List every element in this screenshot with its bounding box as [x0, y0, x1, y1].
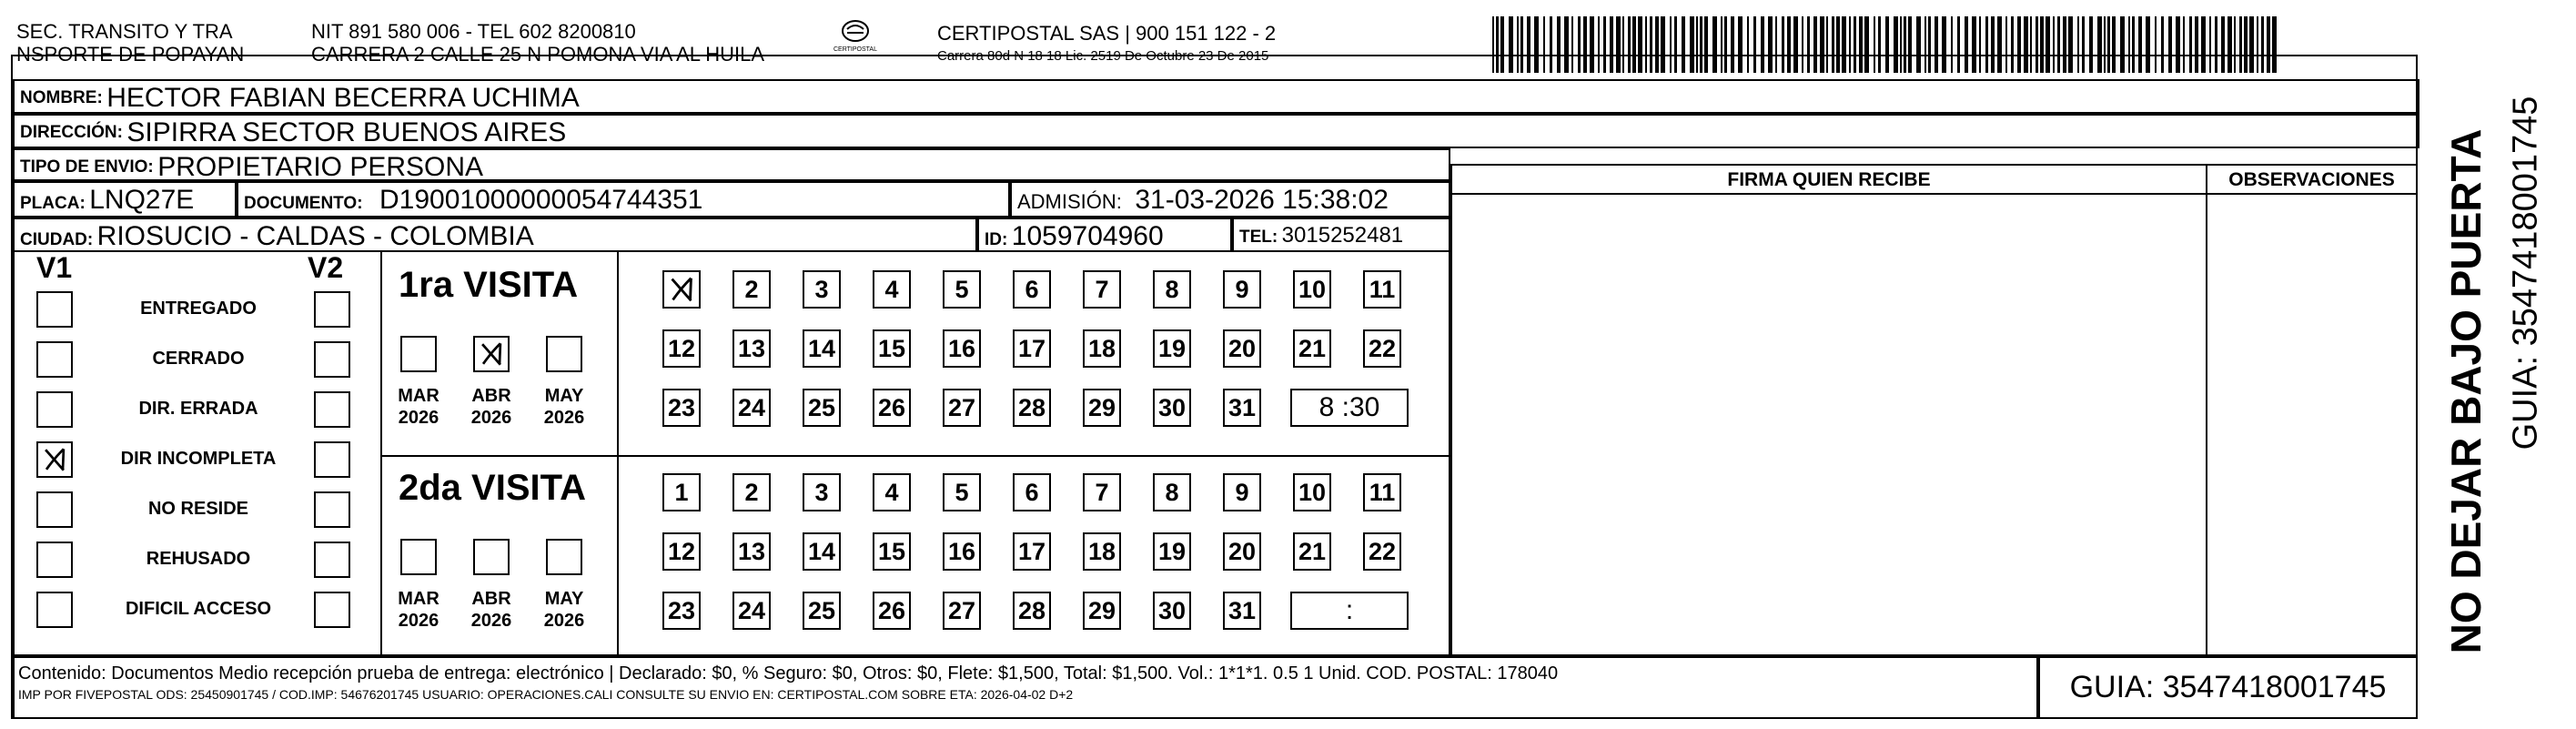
day-box[interactable]: 8 [1153, 270, 1191, 309]
day-box[interactable]: 21 [1293, 532, 1331, 571]
barcode-bar [2176, 16, 2180, 73]
day-box[interactable]: 21 [1293, 329, 1331, 368]
day-box[interactable]: 13 [732, 329, 771, 368]
day-box[interactable]: 16 [943, 532, 981, 571]
reasons-divider [380, 252, 382, 656]
placa-value: LNQ27E [89, 185, 195, 215]
barcode-bar [2244, 16, 2248, 73]
day-box[interactable]: 5 [943, 473, 981, 511]
barcode-bar [1878, 16, 1881, 73]
documento-label: DOCUMENTO: [244, 194, 363, 213]
barcode-bar [1578, 16, 1581, 73]
check-mark-icon [38, 443, 71, 476]
day-box[interactable]: 19 [1153, 532, 1191, 571]
barcode-bar [2128, 16, 2130, 73]
barcode-bar [2082, 16, 2085, 73]
month-checkbox[interactable] [400, 539, 437, 575]
courier-block [937, 22, 1276, 67]
day-box[interactable]: 17 [1013, 329, 1051, 368]
reason-label: NO RESIDE [147, 499, 249, 519]
month-checkbox[interactable] [473, 336, 510, 372]
day-box[interactable]: 23 [662, 592, 701, 630]
month-label [466, 385, 517, 429]
barcode-bar [1738, 16, 1743, 73]
month-label [393, 588, 444, 632]
barcode-bar [2104, 16, 2106, 73]
day-box[interactable]: 11 [1363, 473, 1401, 511]
barcode-bar [2063, 16, 2066, 73]
barcode-bar [1517, 16, 1519, 73]
v2-checkbox[interactable] [314, 441, 350, 478]
courier-line1: CERTIPOSTAL SAS | 900 151 122 - 2 [937, 22, 1277, 45]
visit-divider [380, 455, 1450, 457]
barcode-bar [1721, 16, 1722, 73]
month-checkbox[interactable] [546, 539, 582, 575]
guia-box [2038, 656, 2418, 719]
v1-checkbox[interactable] [36, 491, 73, 528]
nombre-label: NOMBRE: [20, 88, 103, 107]
barcode-bar [2257, 16, 2258, 73]
barcode-bar [1616, 16, 1621, 73]
barcode-bar [1904, 16, 1906, 73]
observaciones-label: OBSERVACIONES [2228, 169, 2395, 190]
month-year: 2026 [543, 408, 585, 428]
barcode-bar [1731, 16, 1734, 73]
barcode-bar [1661, 16, 1665, 73]
visit-title: 1ra VISITA [399, 265, 579, 305]
barcode-bar [1807, 16, 1810, 73]
v1-checkbox[interactable] [36, 291, 73, 328]
barcode-bar [1704, 16, 1708, 73]
day-box[interactable]: 11 [1363, 270, 1401, 309]
firma-label: FIRMA QUIEN RECIBE [1727, 169, 1931, 190]
barcode-bar [2201, 16, 2206, 73]
barcode-bar [1550, 16, 1552, 73]
month-year: 2026 [398, 611, 439, 631]
month-checkbox[interactable] [473, 539, 510, 575]
tipo-label: TIPO DE ENVIO: [20, 157, 154, 177]
tel-cell [1232, 218, 1450, 252]
barcode-bar [2120, 16, 2125, 73]
barcode-bar [1924, 16, 1926, 73]
barcode-bar [2024, 16, 2028, 73]
day-box[interactable]: 2 [732, 270, 771, 309]
barcode-bar [1900, 16, 1902, 73]
barcode-bar [1864, 16, 1869, 73]
barcode-bar [1700, 16, 1702, 73]
barcode-bar [2040, 16, 2044, 73]
firma-column [1450, 164, 2207, 656]
barcode-bar [2089, 16, 2093, 73]
day-box[interactable]: 20 [1223, 329, 1261, 368]
barcode [1492, 16, 2284, 73]
v1-checkbox[interactable] [36, 391, 73, 428]
barcode-bar [1802, 16, 1803, 73]
day-box[interactable]: 7 [1083, 473, 1121, 511]
barcode-bar [1908, 16, 1912, 73]
time-field[interactable]: : [1290, 592, 1409, 630]
day-box[interactable]: 4 [873, 473, 911, 511]
day-box[interactable]: 9 [1223, 473, 1261, 511]
courier-line2: Carrera 80d N 18 18 Lic. 2519 De Octubre 23 De 2015 [937, 48, 1269, 64]
reason-label: CERRADO [152, 349, 245, 369]
direccion-value: SIPIRRA SECTOR BUENOS AIRES [126, 117, 567, 147]
day-box[interactable]: 1 [662, 473, 701, 511]
barcode-bar [1747, 16, 1749, 73]
month-name: MAR [398, 386, 439, 406]
direccion-label: DIRECCIÓN: [20, 123, 123, 142]
barcode-bar [1645, 16, 1647, 73]
barcode-bar [2195, 16, 2198, 73]
barcode-bar [1527, 16, 1530, 73]
barcode-bar [2155, 16, 2157, 73]
month-label [393, 385, 444, 429]
month-name: ABR [471, 386, 511, 406]
placa-label: PLACA: [20, 194, 86, 213]
month-year: 2026 [470, 408, 512, 428]
ciudad-value: RIOSUCIO - CALDAS - COLOMBIA [96, 221, 534, 251]
day-box[interactable]: 27 [943, 389, 981, 427]
barcode-bar [1520, 16, 1523, 73]
barcode-bar [1753, 16, 1756, 73]
barcode-bar [1650, 16, 1652, 73]
nombre-value: HECTOR FABIAN BECERRA UCHIMA [106, 83, 580, 113]
id-value: 1059704960 [1011, 221, 1164, 251]
barcode-bar [2161, 16, 2164, 73]
id-cell [977, 218, 1232, 252]
barcode-bar [1782, 16, 1784, 73]
day-box[interactable]: 4 [873, 270, 911, 309]
day-box[interactable]: 10 [1293, 473, 1331, 511]
guia-box-value: GUIA: 3547418001745 [2069, 670, 2387, 704]
address-line: CARRERA 2 CALLE 25 N POMONA VIA AL HUILA [311, 43, 765, 66]
day-box[interactable]: 2 [732, 473, 771, 511]
v2-checkbox[interactable] [314, 491, 350, 528]
reason-label: DIFICIL ACCESO [125, 599, 271, 619]
admision-cell [1010, 181, 1450, 218]
barcode-bar [1564, 16, 1569, 73]
day-box[interactable]: 31 [1223, 592, 1261, 630]
barcode-bar [1761, 16, 1764, 73]
day-box[interactable]: 10 [1293, 270, 1331, 309]
barcode-bar [1820, 16, 1824, 73]
time-field[interactable]: 8 :30 [1290, 389, 1409, 427]
barcode-bar [1832, 16, 1834, 73]
barcode-bar [2215, 16, 2217, 73]
barcode-bar [1610, 16, 1613, 73]
v2-checkbox[interactable] [314, 341, 350, 378]
barcode-bar [1583, 16, 1587, 73]
barcode-bar [1775, 16, 1777, 73]
barcode-bar [1859, 16, 1863, 73]
day-box[interactable]: 18 [1083, 329, 1121, 368]
side-guia: GUIA: 3547418001745 [2506, 96, 2545, 451]
day-box[interactable]: 29 [1083, 389, 1121, 427]
month-year: 2026 [398, 408, 439, 428]
month-name: MAY [544, 589, 584, 609]
v1-checkbox[interactable] [36, 341, 73, 378]
tel-label: TEL: [1239, 228, 1278, 247]
day-box[interactable]: 3 [803, 473, 841, 511]
day-box[interactable]: 29 [1083, 592, 1121, 630]
barcode-bar [1957, 16, 1960, 73]
day-box[interactable]: 22 [1363, 532, 1401, 571]
barcode-bar [1793, 16, 1798, 73]
barcode-bar [1942, 16, 1946, 73]
barcode-bar [2138, 16, 2142, 73]
day-box[interactable]: 13 [732, 532, 771, 571]
barcode-bar [1622, 16, 1624, 73]
day-box[interactable]: 14 [803, 329, 841, 368]
barcode-bar [1603, 16, 1606, 73]
sender-line2: NSPORTE DE POPAYAN [16, 43, 245, 66]
v1-checkbox[interactable] [36, 441, 73, 478]
barcode-bar [2017, 16, 2021, 73]
id-label: ID: [985, 230, 1008, 249]
barcode-bar [1836, 16, 1840, 73]
day-box[interactable]: 26 [873, 389, 911, 427]
barcode-bar [2146, 16, 2150, 73]
imp-line: IMP POR FIVEPOSTAL ODS: 25450901745 / COD.IMP: 54676201745 USUARIO: OPERACIONES.CALI CONSULTE SU ENVIO EN: CERTIPOSTAL.COM SOBRE ETA: 2026-04-02 D+2 [18, 687, 1074, 702]
barcode-bar [1543, 16, 1545, 73]
barcode-bar [2227, 16, 2232, 73]
ciudad-cell [13, 218, 977, 252]
barcode-bar [2249, 16, 2254, 73]
day-box[interactable]: 24 [732, 389, 771, 427]
ciudad-label: CIUDAD: [20, 230, 94, 249]
barcode-bar [1979, 16, 1981, 73]
day-box[interactable]: 3 [803, 270, 841, 309]
nombre-row [13, 79, 2419, 114]
nit-line: NIT 891 580 006 - TEL 602 8200810 [311, 20, 636, 43]
barcode-bar [1690, 16, 1694, 73]
day-box[interactable]: 27 [943, 592, 981, 630]
barcode-bar [1496, 16, 1499, 73]
sender-line1: SEC. TRANSITO Y TRA [16, 20, 233, 43]
barcode-bar [1972, 16, 1976, 73]
barcode-bar [1509, 16, 1513, 73]
day-box[interactable]: 25 [803, 389, 841, 427]
barcode-bar [1813, 16, 1817, 73]
reason-label: ENTREGADO [140, 299, 257, 319]
barcode-bar [1768, 16, 1773, 73]
barcode-bar [1712, 16, 1717, 73]
day-box[interactable]: 20 [1223, 532, 1261, 571]
day-box[interactable]: 24 [732, 592, 771, 630]
v1-checkbox[interactable] [36, 592, 73, 628]
day-box[interactable]: 16 [943, 329, 981, 368]
day-box[interactable]: 25 [803, 592, 841, 630]
barcode-bar [2068, 16, 2073, 73]
reason-label: REHUSADO [146, 549, 251, 569]
barcode-bar [1874, 16, 1875, 73]
barcode-bar [1849, 16, 1851, 73]
barcode-bar [2112, 16, 2116, 73]
barcode-bar [1916, 16, 1921, 73]
tipo-value: PROPIETARIO PERSONA [157, 152, 484, 181]
certipostal-logo [823, 16, 887, 60]
month-name: MAR [398, 589, 439, 609]
barcode-bar [1826, 16, 1828, 73]
barcode-bar [1854, 16, 1856, 73]
barcode-bar [2272, 16, 2277, 73]
visit-title: 2da VISITA [399, 468, 586, 508]
side-warning: NO DEJAR BAJO PUERTA [2442, 128, 2490, 654]
barcode-bar [1557, 16, 1561, 73]
check-mark-icon [475, 338, 508, 370]
barcode-bar [2209, 16, 2211, 73]
barcode-bar [1951, 16, 1953, 73]
barcode-bar [2005, 16, 2007, 73]
barcode-bar [2057, 16, 2060, 73]
month-label [539, 588, 590, 632]
barcode-bar [1628, 16, 1631, 73]
barcode-bar [1991, 16, 1995, 73]
day-box[interactable]: 28 [1013, 592, 1051, 630]
barcode-bar [1928, 16, 1931, 73]
month-name: ABR [471, 589, 511, 609]
barcode-bar [1655, 16, 1659, 73]
day-box[interactable] [662, 270, 701, 309]
day-box[interactable]: 19 [1153, 329, 1191, 368]
barcode-bar [1885, 16, 1889, 73]
v2-checkbox[interactable] [314, 291, 350, 328]
placa-cell [13, 181, 237, 218]
barcode-bar [2189, 16, 2192, 73]
day-box[interactable]: 14 [803, 532, 841, 571]
barcode-bar [2261, 16, 2264, 73]
day-box[interactable]: 5 [943, 270, 981, 309]
barcode-bar [2077, 16, 2079, 73]
months-divider [617, 252, 619, 656]
admision-label: ADMISIÓN: [1017, 190, 1122, 213]
barcode-bar [1534, 16, 1539, 73]
month-checkbox[interactable] [400, 336, 437, 372]
documento-value: D19001000000054744351 [379, 185, 703, 215]
barcode-bar [1674, 16, 1677, 73]
day-box[interactable]: 15 [873, 532, 911, 571]
direccion-row [13, 114, 2419, 148]
day-box[interactable]: 30 [1153, 389, 1191, 427]
barcode-bar [2221, 16, 2225, 73]
barcode-bar [1787, 16, 1791, 73]
tipo-row [13, 148, 1450, 181]
month-checkbox[interactable] [546, 336, 582, 372]
footer-box [13, 656, 2038, 719]
tel-value: 3015252481 [1281, 223, 1404, 248]
barcode-bar [1500, 16, 1504, 73]
day-box[interactable]: 15 [873, 329, 911, 368]
v2-checkbox[interactable] [314, 592, 350, 628]
barcode-bar [1670, 16, 1672, 73]
day-box[interactable]: 6 [1013, 473, 1051, 511]
month-label [466, 588, 517, 632]
day-box[interactable]: 6 [1013, 270, 1051, 309]
v2-checkbox[interactable] [314, 391, 350, 428]
logo-small-text: CERTIPOSTAL [833, 46, 877, 53]
day-box[interactable]: 23 [662, 389, 701, 427]
day-box[interactable]: 31 [1223, 389, 1261, 427]
v1-checkbox[interactable] [36, 542, 73, 578]
barcode-bar [2107, 16, 2110, 73]
day-box[interactable]: 26 [873, 592, 911, 630]
v1-header: V1 [36, 251, 73, 284]
month-name: MAY [544, 386, 584, 406]
day-box[interactable]: 28 [1013, 389, 1051, 427]
v2-header: V2 [308, 251, 344, 284]
admision-value: 31-03-2026 15:38:02 [1135, 185, 1389, 215]
day-box[interactable]: 17 [1013, 532, 1051, 571]
day-box[interactable]: 12 [662, 532, 701, 571]
month-label [539, 385, 590, 429]
reason-label: DIR INCOMPLETA [120, 449, 277, 469]
barcode-bar [2234, 16, 2236, 73]
observaciones-column [2206, 164, 2418, 656]
barcode-bar [1598, 16, 1600, 73]
month-year: 2026 [470, 611, 512, 631]
barcode-bar [2239, 16, 2242, 73]
day-box[interactable]: 22 [1363, 329, 1401, 368]
day-box[interactable]: 9 [1223, 270, 1261, 309]
barcode-bar [2132, 16, 2135, 73]
barcode-bar [1632, 16, 1636, 73]
barcode-bar [2183, 16, 2185, 73]
reason-label: DIR. ERRADA [138, 399, 258, 419]
barcode-bar [2030, 16, 2032, 73]
barcode-bar [1590, 16, 1594, 73]
day-box[interactable]: 12 [662, 329, 701, 368]
day-box[interactable]: 7 [1083, 270, 1121, 309]
day-box[interactable]: 18 [1083, 532, 1121, 571]
day-box[interactable]: 8 [1153, 473, 1191, 511]
documento-cell [237, 181, 1010, 218]
barcode-bar [2267, 16, 2270, 73]
barcode-bar [1682, 16, 1685, 73]
barcode-bar [1724, 16, 1727, 73]
v2-checkbox[interactable] [314, 542, 350, 578]
barcode-bar [2053, 16, 2055, 73]
barcode-bar [2097, 16, 2102, 73]
barcode-bar [2011, 16, 2014, 73]
month-year: 2026 [543, 611, 585, 631]
barcode-bar [2036, 16, 2038, 73]
barcode-bar [1894, 16, 1898, 73]
barcode-bar [1571, 16, 1573, 73]
barcode-bar [1935, 16, 1938, 73]
barcode-bar [1965, 16, 1968, 73]
day-box[interactable]: 30 [1153, 592, 1191, 630]
contenido-line: Contenido: Documentos Medio recepción prueba de entrega: electrónico | Declarado: $0, % Seguro: $0, Otros: $0, Flete: $1,500, Total: $1,500. Vol.: 1*1*1. 0.5 1 Unid. COD. POSTAL: 178040 [18, 663, 1559, 683]
sender-block [16, 20, 244, 66]
barcode-bar [1997, 16, 2002, 73]
barcode-bar [2046, 16, 2050, 73]
barcode-bar [1842, 16, 1846, 73]
check-mark-icon [664, 272, 699, 307]
barcode-bar [1985, 16, 1988, 73]
sender-address-block [311, 20, 764, 66]
barcode-bar [1638, 16, 1642, 73]
barcode-bar [2168, 16, 2172, 73]
barcode-bar [1492, 16, 1494, 73]
barcode-bar [1696, 16, 1698, 73]
